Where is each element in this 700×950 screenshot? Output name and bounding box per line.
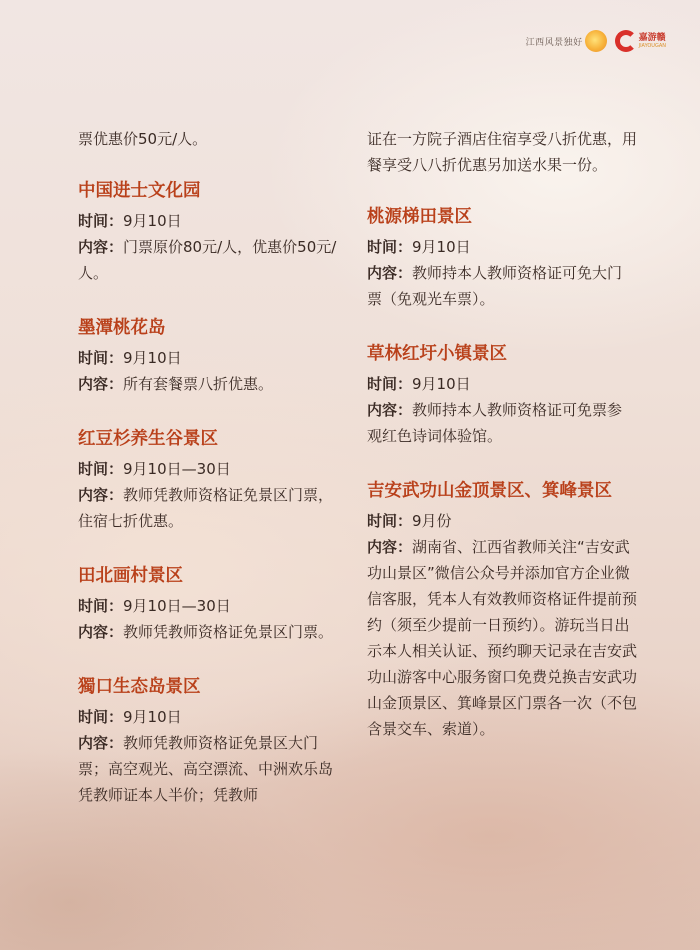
section-0 <box>78 178 346 286</box>
content-label: 内容： <box>78 486 124 504</box>
time-line <box>367 234 637 260</box>
time-value: 9月10日 <box>412 375 471 393</box>
time-line <box>367 508 637 534</box>
content-line <box>78 730 346 808</box>
section-4 <box>78 674 346 808</box>
section-title: 草林红圩小镇景区 <box>367 344 507 364</box>
time-value: 9月份 <box>412 512 452 530</box>
sun-icon <box>585 30 607 52</box>
section-title: 桃源梯田景区 <box>367 207 472 227</box>
content-line <box>78 371 346 397</box>
section-title: 獨口生态岛景区 <box>78 677 201 697</box>
content-value: 湖南省、江西省教师关注“吉安武功山景区”微信公众号并添加官方企业微信客服，凭本人有效教师资格证件提前预约（须至少提前一日预约）。游玩当日出示本人相关认证、预约聊天记录在吉安武功山游客中心服务窗口免费兑换吉安武功山金顶景区、箕峰景区门票各一次（不包含景交车、索道）。 <box>367 538 638 738</box>
content-line <box>78 482 346 534</box>
time-label: 时间： <box>78 708 124 726</box>
time-value: 9月10日 <box>123 349 182 367</box>
content-value: 门票原价80元/人，优惠价50元/人。 <box>78 238 337 282</box>
time-label: 时间： <box>78 597 124 615</box>
time-line <box>367 371 637 397</box>
section-title: 红豆杉养生谷景区 <box>78 429 218 449</box>
content-line <box>78 619 346 645</box>
content-line <box>78 234 346 286</box>
time-line <box>78 704 346 730</box>
left-column <box>78 126 346 808</box>
time-label: 时间： <box>367 375 413 393</box>
content-label: 内容： <box>78 238 124 256</box>
section-title: 墨潭桃花岛 <box>78 318 166 338</box>
time-line <box>78 345 346 371</box>
jiangxi-logo <box>526 30 607 52</box>
content-label: 内容： <box>367 401 413 419</box>
content-line <box>367 260 637 312</box>
content-label: 内容： <box>78 623 124 641</box>
content-value: 教师持本人教师资格证可免大门票（免观光车票）。 <box>367 264 623 308</box>
section-2 <box>78 426 346 534</box>
content-line <box>367 534 637 742</box>
time-value: 9月10日 <box>123 708 182 726</box>
time-label: 时间： <box>78 212 124 230</box>
jiayougan-logo <box>615 30 666 52</box>
time-line <box>78 593 346 619</box>
time-value: 9月10日 <box>412 238 471 256</box>
section-1 <box>367 341 637 449</box>
content-label: 内容： <box>367 538 413 556</box>
time-label: 时间： <box>78 349 124 367</box>
content-value: 所有套餐票八折优惠。 <box>123 375 274 393</box>
content-value: 教师凭教师资格证免景区门票。 <box>123 623 334 641</box>
time-label: 时间： <box>367 512 413 530</box>
section-title: 吉安武功山金顶景区、箕峰景区 <box>367 481 612 501</box>
content-value: 教师凭教师资格证免景区门票，住宿七折优惠。 <box>78 486 334 530</box>
time-line <box>78 208 346 234</box>
content-label: 内容： <box>78 734 124 752</box>
jiayougan-logo-words <box>639 34 666 49</box>
header-logos <box>526 30 666 52</box>
c-mark-icon <box>615 30 637 52</box>
content-value: 教师持本人教师资格证可免票参观红色诗词体验馆。 <box>367 401 623 445</box>
section-2 <box>367 478 637 742</box>
time-value: 9月10日—30日 <box>123 460 231 478</box>
section-title: 田北画村景区 <box>78 566 183 586</box>
jiangxi-logo-text: 江西风景独好 <box>525 37 583 48</box>
time-label: 时间： <box>78 460 124 478</box>
section-1 <box>78 315 346 397</box>
time-label: 时间： <box>367 238 413 256</box>
time-line <box>78 456 346 482</box>
time-value: 9月10日—30日 <box>123 597 231 615</box>
content-value: 教师凭教师资格证免景区大门票；高空观光、高空漂流、中洲欢乐岛凭教师证本人半价；凭教师 <box>78 734 334 804</box>
content-line <box>367 397 637 449</box>
jiayougan-logo-sub: JIAYOUGAN <box>638 42 666 49</box>
section-3 <box>78 563 346 645</box>
content-label: 内容： <box>367 264 413 282</box>
jiayougan-logo-text: 嘉游赣 <box>638 32 666 43</box>
continued-text: 票优惠价50元/人。 <box>78 130 208 148</box>
section-0 <box>367 204 637 312</box>
time-value: 9月10日 <box>123 212 182 230</box>
content-label: 内容： <box>78 375 124 393</box>
right-column <box>367 126 637 742</box>
section-title: 中国进士文化园 <box>78 181 201 201</box>
continued-text: 证在一方院子酒店住宿享受八折优惠，用餐享受八八折优惠另加送水果一份。 <box>367 130 638 174</box>
